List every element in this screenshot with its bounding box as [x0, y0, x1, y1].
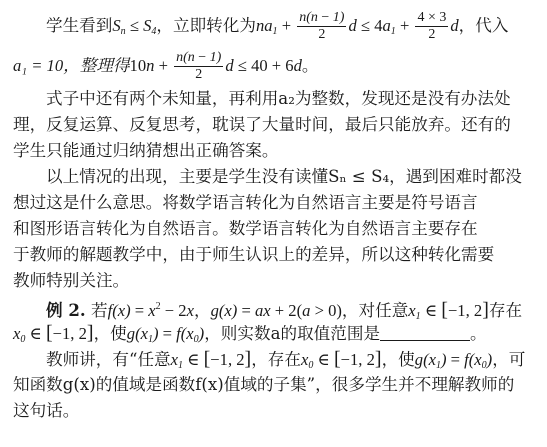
text-segment: 若 [90, 301, 108, 320]
paragraph-3-line-1: 以上情况的出现，主要是学生没有读懂Sₙ ≤ S₄，遇到困难时都没 [46, 167, 522, 186]
text-segment: 。 [301, 56, 319, 75]
fraction: $\frac{n(n - 1)}{2}$ [299, 9, 345, 42]
fraction: $\frac{n(n - 1)}{2}$ [176, 49, 222, 82]
text-segment: a₁ = 10，整理得 [13, 56, 130, 75]
paragraph-1-line-1 [13, 6, 535, 46]
paragraph-3-line-3: 和图形语言转化为自然语言。数学语言转化为自然语言主要存在 [13, 219, 478, 238]
text-segment: 教师讲，有“任意 [46, 350, 171, 369]
text-segment: ，则实数a的取值范围是 [204, 324, 381, 343]
paragraph-3-line-2: 想过这是什么意思。将数学语言转化为自然语言主要是符号语言 [13, 193, 478, 212]
math-equation: $g(x_1) = f(x_0)$ [414, 350, 493, 371]
text-segment: ，可 [492, 350, 526, 369]
example-2-line-2 [13, 320, 535, 346]
math-interval: $x_0$ ∈ [−1, 2] [13, 322, 94, 345]
math-interval: $x_0$ ∈ [−1, 2] [301, 348, 382, 371]
paragraph-4-line-3: 这句话。 [13, 401, 80, 420]
answer-blank [380, 324, 470, 341]
text-segment: 存在 [488, 301, 523, 320]
text-segment: ，使 [93, 324, 127, 343]
paragraph-3-line-5: 教师特别关注。 [13, 271, 130, 290]
text-segment: 学生看到 [46, 16, 113, 35]
paragraph-2-line-2: 理，反复运算、反复思考，耽误了大量时间，最后只能放弃。还有的 [13, 115, 511, 134]
text-segment: 。 [470, 324, 487, 343]
math-function-f: $f(x) = x^2 - 2x$ [107, 301, 194, 320]
paragraph-1-line-2 [13, 46, 535, 86]
math-equation: $g(x_1) = f(x_0)$ [126, 324, 205, 345]
example-2-line-1: 例 2. 若$f(x) = x^2 - 2x$，g(x) = ax + 2(a > 0)，对任意$x_1$ ∈ [−1, 2]存在 [46, 299, 523, 322]
fraction: $\frac{4 \times 3}{2}$ [417, 9, 447, 42]
math-condition: $S_n \le S_4$ [112, 16, 157, 37]
paragraph-4-line-2: 知函数g(x)的值域是函数f(x)值域的子集”，很多学生并不理解教师的 [13, 375, 515, 394]
text-segment: ，对任意 [341, 301, 409, 320]
text-segment: ，代入 [458, 16, 509, 35]
text-segment: ，使 [381, 350, 415, 369]
text-segment: ，存在 [251, 350, 301, 369]
paragraph-2-line-3: 学生只能通过归纳猜想出正确答案。 [13, 141, 279, 160]
math-interval: $x_1$ ∈ [−1, 2] [408, 299, 489, 322]
paragraph-4-line-1 [13, 346, 535, 372]
paragraph-3-line-4: 于教师的解题教学中，由于师生认识上的差异，所以这种转化需要 [13, 245, 495, 264]
math-interval: $x_1$ ∈ [−1, 2] [170, 348, 252, 371]
example-label: 例 2. [46, 300, 86, 320]
math-function-g: g(x) = ax + 2(a > 0) [210, 301, 342, 320]
text-segment: ，立即转化为 [156, 16, 256, 35]
math-formula: 10n + $\frac{n(n - 1)}{2}$ d ≤ 40 + 6d [129, 49, 302, 82]
math-formula: $na_1$ + $\frac{n(n - 1)}{2}$ $d \le 4a_1$ + $\frac{4 \times 3}{2}$ d [255, 9, 459, 42]
paragraph-2-line-1: 式子中还有两个未知量，再利用a₂为整数，发现还是没有办法处 [46, 89, 511, 108]
